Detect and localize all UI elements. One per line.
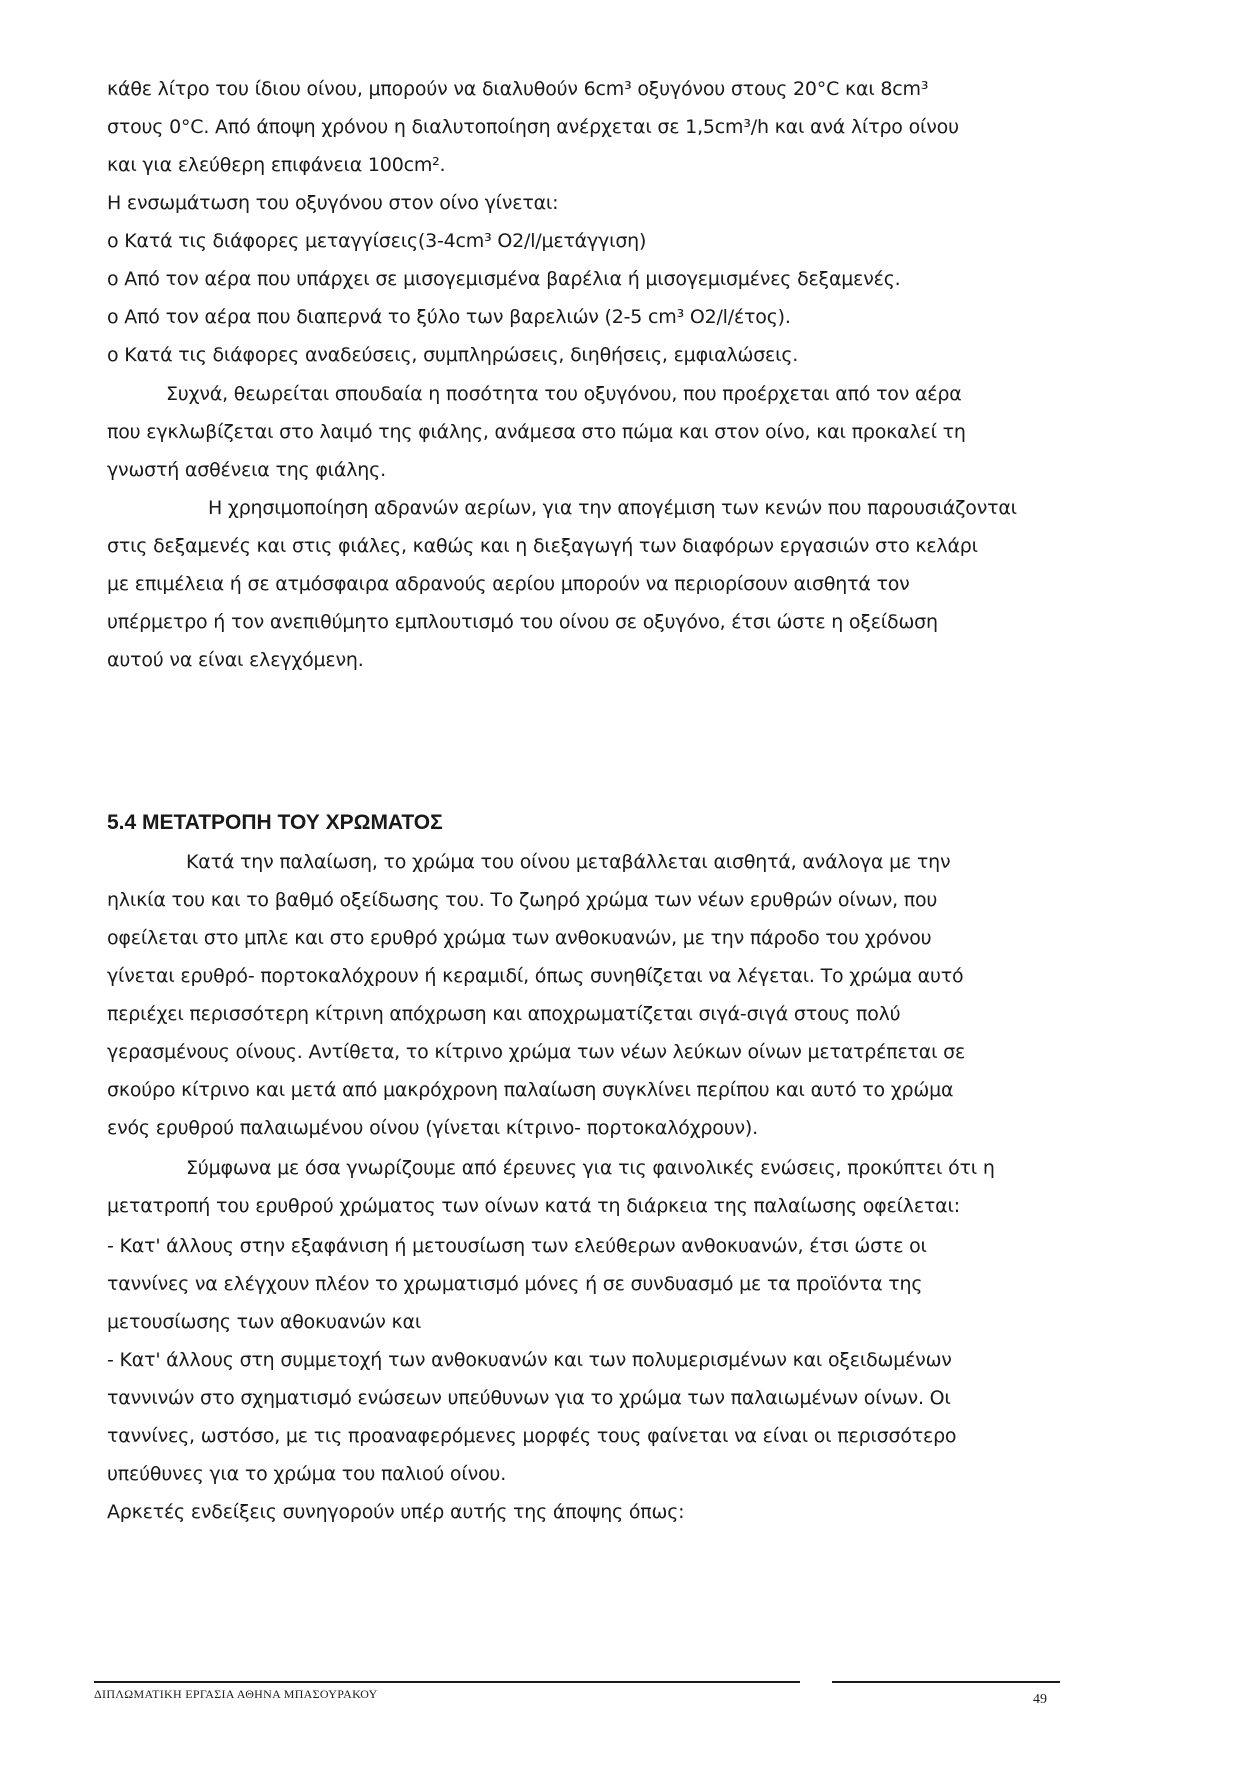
body-line: Η ενσωμάτωση του οξυγόνου στον οίνο γίνεται: xyxy=(107,192,559,214)
body-line: σκούρο κίτρινο και μετά από μακρόχρονη παλαίωση συγκλίνει περίπου και αυτό το χρώμα xyxy=(107,1079,954,1101)
footer-rule xyxy=(94,1681,800,1683)
body-line: και για ελεύθερη επιφάνεια 100cm². xyxy=(107,154,446,176)
list-item: - Κατ' άλλους στη συμμετοχή των ανθοκυανών και των πολυμερισμένων και οξειδωμένων xyxy=(107,1349,952,1371)
body-line: στους 0°C. Από άποψη χρόνου η διαλυτοποίηση ανέρχεται σε 1,5cm³/h και ανά λίτρο οίνου xyxy=(107,116,959,138)
body-line: στις δεξαμενές και στις φιάλες, καθώς και η διεξαγωγή των διαφόρων εργασιών στο κελάρι xyxy=(107,535,978,557)
body-line: με επιμέλεια ή σε ατμόσφαιρα αδρανούς αερίου μπορούν να περιορίσουν αισθητά τον xyxy=(107,573,910,595)
body-line: μετατροπή του ερυθρού χρώματος των οίνων κατά τη διάρκεια της παλαίωσης οφείλεται: xyxy=(107,1195,960,1217)
body-line: Συχνά, θεωρείται σπουδαία η ποσότητα του οξυγόνου, που προέρχεται από τον αέρα xyxy=(166,383,962,405)
body-line: γνωστή ασθένεια της φιάλης. xyxy=(107,459,386,481)
footer-rule xyxy=(832,1681,1060,1683)
list-item: ο Κατά τις διάφορες μεταγγίσεις(3-4cm³ O2/l/μετάγγιση) xyxy=(107,230,647,252)
list-item: - Κατ' άλλους στην εξαφάνιση ή μετουσίωση των ελεύθερων ανθοκυανών, έτσι ώστε οι xyxy=(107,1235,927,1257)
body-line: ταννίνες, ωστόσο, με τις προαναφερόμενες μορφές τους φαίνεται να είναι οι περισσότερο xyxy=(107,1425,957,1447)
body-line: Κατά την παλαίωση, το χρώμα του οίνου μεταβάλλεται αισθητά, ανάλογα με την xyxy=(186,851,951,873)
body-line: Σύμφωνα με όσα γνωρίζουμε από έρευνες για τις φαινολικές ενώσεις, προκύπτει ότι η xyxy=(186,1157,995,1179)
section-heading: 5.4 ΜΕΤΑΤΡΟΠΗ ΤΟΥ ΧΡΩΜΑΤΟΣ xyxy=(107,811,443,834)
list-item: ο Κατά τις διάφορες αναδεύσεις, συμπληρώσεις, διηθήσεις, εμφιαλώσεις. xyxy=(107,344,799,366)
body-line: Αρκετές ενδείξεις συνηγορούν υπέρ αυτής της άποψης όπως: xyxy=(107,1501,685,1523)
body-line: υπέρμετρο ή τον ανεπιθύμητο εμπλουτισμό του οίνου σε οξυγόνο, έτσι ώστε η οξείδωση xyxy=(107,611,938,633)
body-line: ηλικία του και το βαθμό οξείδωσης του. Το ζωηρό χρώμα των νέων ερυθρών οίνων, που xyxy=(107,889,938,911)
body-line: που εγκλωβίζεται στο λαιμό της φιάλης, ανάμεσα στο πώμα και στον οίνο, και προκαλεί τη xyxy=(107,421,966,443)
footer-title: ΔΙΠΛΩΜΑΤΙΚΗ ΕΡΓΑΣΙΑ ΑΘΗΝΑ ΜΠΑΣΟΥΡΑΚΟΥ xyxy=(94,1687,378,1701)
body-line: ταννίνες να ελέγχουν πλέον το χρωματισμό μόνες ή σε συνδυασμό με τα προϊόντα της xyxy=(107,1273,923,1295)
body-line: υπεύθυνες για το χρώμα του παλιού οίνου. xyxy=(107,1463,507,1485)
body-line: κάθε λίτρο του ίδιου οίνου, μπορούν να διαλυθούν 6cm³ οξυγόνου στους 20°C και 8cm³ xyxy=(107,78,929,100)
body-line: αυτού να είναι ελεγχόμενη. xyxy=(107,649,364,671)
body-line: γερασμένους οίνους. Αντίθετα, το κίτρινο χρώμα των νέων λεύκων οίνων μετατρέπεται σε xyxy=(107,1041,966,1063)
body-line: περιέχει περισσότερη κίτρινη απόχρωση και αποχρωματίζεται σιγά-σιγά στους πολύ xyxy=(107,1003,901,1025)
body-line: γίνεται ερυθρό- πορτοκαλόχρουν ή κεραμιδί, όπως συνηθίζεται να λέγεται. Το χρώμα αυτό xyxy=(107,965,964,987)
page-number: 49 xyxy=(1033,1692,1047,1707)
body-line: οφείλεται στο μπλε και στο ερυθρό χρώμα των ανθοκυανών, με την πάροδο του χρόνου xyxy=(107,927,932,949)
body-line: ταννινών στο σχηματισμό ενώσεων υπεύθυνων για το χρώμα των παλαιωμένων οίνων. Οι xyxy=(107,1387,951,1409)
body-line: ενός ερυθρού παλαιωμένου οίνου (γίνεται κίτρινο- πορτοκαλόχρουν). xyxy=(107,1117,758,1139)
list-item: ο Από τον αέρα που διαπερνά το ξύλο των βαρελιών (2-5 cm³ O2/l/έτος). xyxy=(107,306,791,328)
body-line: μετουσίωσης των αθοκυανών και xyxy=(107,1311,422,1333)
list-item: ο Από τον αέρα που υπάρχει σε μισογεμισμένα βαρέλια ή μισογεμισμένες δεξαμενές. xyxy=(107,268,901,290)
body-line: Η χρησιμοποίηση αδρανών αερίων, για την απογέμιση των κενών που παρουσιάζονται xyxy=(208,497,1017,519)
